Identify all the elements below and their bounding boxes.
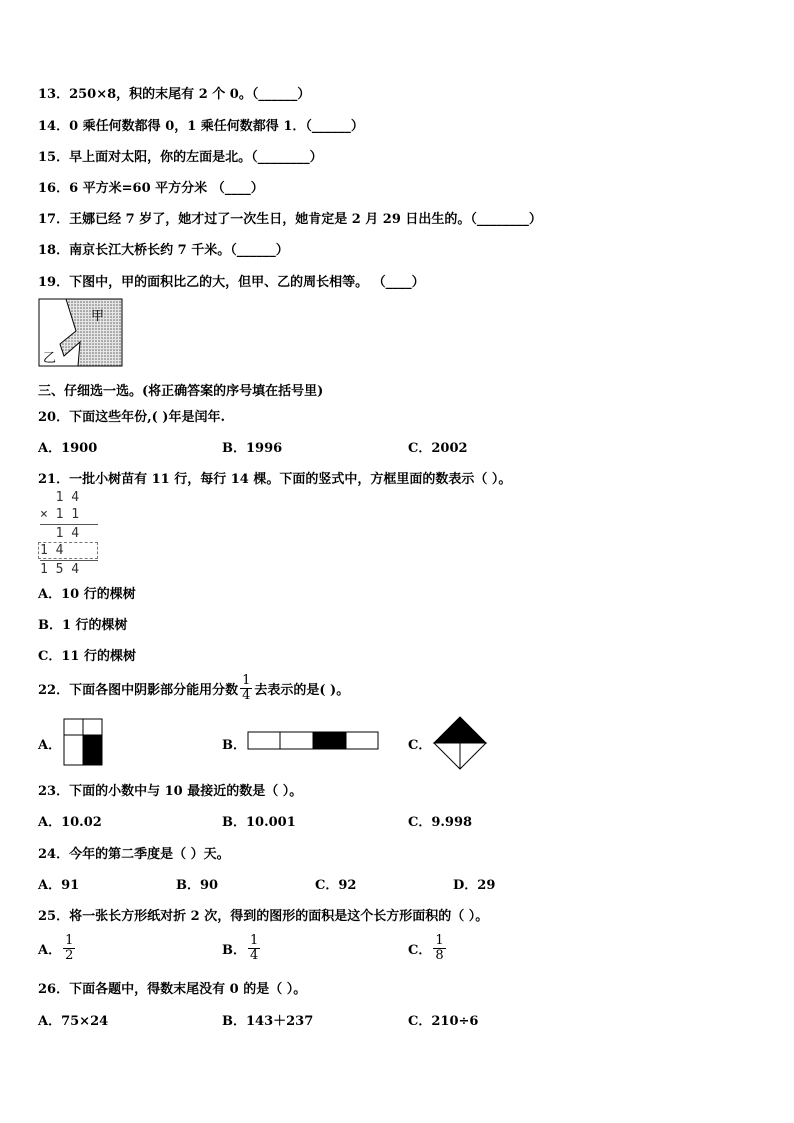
q20-option-b: B．1996 — [222, 441, 283, 456]
question-26: 26．下面各题中，得数末尾没有 0 的是（ ）。 — [38, 982, 307, 997]
section-3-heading: 三、仔细选一选。(将正确答案的序号填在括号里) — [38, 384, 324, 399]
q20-option-c: C．2002 — [408, 441, 468, 456]
q24-option-c: C．92 — [315, 878, 357, 893]
q22-figure-c — [432, 715, 488, 771]
q22-option-c: C． — [408, 738, 432, 753]
q24-option-d: D．29 — [453, 878, 496, 893]
dashed-box — [38, 542, 98, 559]
question-19: 19．下图中，甲的面积比乙的大，但甲、乙的周长相等。 （____） — [38, 275, 425, 290]
q22-figure-b — [247, 731, 380, 751]
question-25: 25．将一张长方形纸对折 2 次，得到的图形的面积是这个长方形面积的（ ）。 — [38, 909, 489, 924]
question-17: 17．王娜已经 7 岁了，她才过了一次生日，她肯定是 2 月 29 日出生的。（________） — [38, 212, 542, 227]
question-22: 22．下面各图中阴影部分能用分数 $\frac{1}{4}$ 去表示的是( )。 — [38, 672, 350, 703]
q22-option-b: B． — [222, 738, 246, 753]
q21-option-c: C．11 行的棵树 — [38, 649, 136, 664]
label-yi: 乙 — [43, 351, 57, 366]
q24-option-a: A．91 — [38, 878, 80, 893]
q25-option-a: A． $\frac{1}{2}$ — [38, 932, 74, 963]
q24-option-b: B．90 — [176, 878, 219, 893]
label-jia: 甲 — [91, 309, 105, 324]
q26-option-c: C．210÷6 — [408, 1014, 479, 1029]
question-23: 23．下面的小数中与 10 最接近的数是（ ）。 — [38, 784, 303, 799]
q23-option-b: B．10.001 — [222, 815, 296, 830]
q26-option-a: A．75×24 — [38, 1014, 109, 1029]
vert-row-4: 1 4 — [40, 543, 80, 558]
q26-option-b: B．143＋237 — [222, 1014, 314, 1029]
q23-option-a: A．10.02 — [38, 815, 102, 830]
question-21: 21．一批小树苗有 11 行，每行 14 棵。下面的竖式中，方框里面的数表示（ ）。 — [38, 472, 512, 487]
question-14: 14．0 乘任何数都得 0，1 乘任何数都得 1．（______） — [38, 119, 364, 134]
vert-row-3: 1 4 — [40, 526, 80, 541]
question-16: 16．6 平方米=60 平方分米 （____） — [38, 181, 264, 196]
question-15: 15．早上面对太阳，你的左面是北。（________） — [38, 150, 323, 165]
question-24: 24．今年的第二季度是（ ）天。 — [38, 847, 230, 862]
question-13: 13．250×8，积的末尾有 2 个 0。（______） — [38, 87, 311, 102]
vertical-multiplication — [40, 490, 100, 580]
q21-option-a: A．10 行的棵树 — [38, 587, 136, 602]
vert-row-2: × 1 1 — [40, 507, 80, 522]
q22-option-a: A． — [38, 738, 62, 753]
q21-option-b: B．1 行的棵树 — [38, 618, 128, 633]
q25-option-b: B． $\frac{1}{4}$ — [222, 932, 259, 963]
fraction-one-quarter: $\frac{1}{4}$ — [242, 672, 251, 703]
question-18: 18．南京长江大桥长约 7 千米。（______） — [38, 243, 289, 258]
q22-figure-a — [63, 718, 103, 766]
figure-19-shapes — [38, 298, 124, 368]
vert-row-5: 1 5 4 — [40, 562, 80, 577]
question-20: 20．下面这些年份,( )年是闰年. — [38, 410, 225, 425]
q20-option-a: A．1900 — [38, 441, 98, 456]
q25-option-c: C． $\frac{1}{8}$ — [408, 932, 444, 963]
q23-option-c: C．9.998 — [408, 815, 473, 830]
vert-row-1: 1 4 — [40, 490, 80, 505]
